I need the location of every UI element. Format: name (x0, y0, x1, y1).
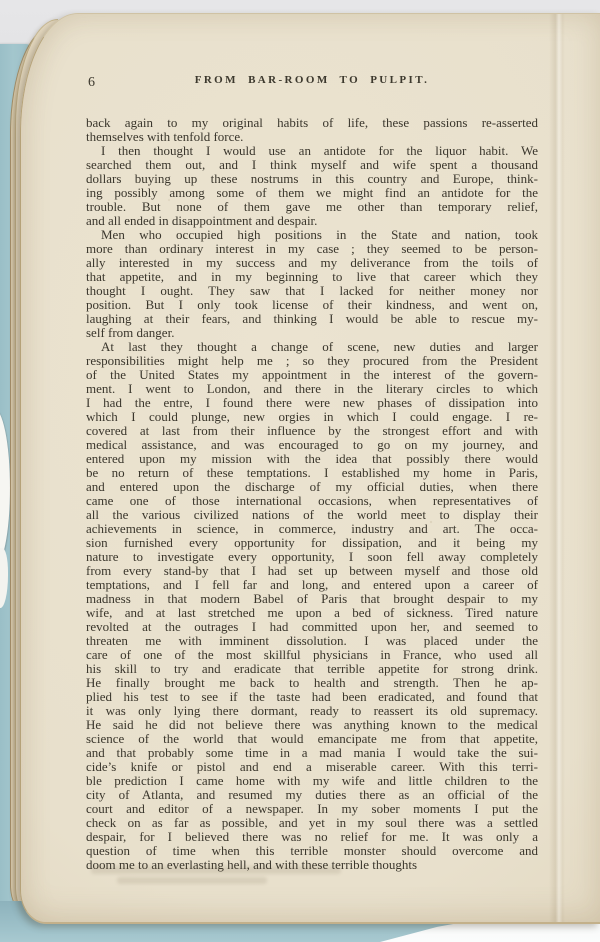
ink-showthrough (91, 866, 341, 874)
text-line: He finally brought me back to health and strength. Then he ap- (86, 675, 538, 690)
text-line: wife, and at last stretched me upon a bed of sickness. Tired nature (86, 605, 538, 620)
text-line: from every stand-by that I had set up between myself and those old (86, 563, 538, 578)
text-line: cide’s knife or pistol and end a miserable career. With this terri- (86, 759, 538, 774)
text-line: it was only lying there dormant, ready to reassert its old supremacy. (86, 703, 538, 718)
text-line: At last they thought a change of scene, new duties and larger (101, 339, 538, 354)
page-fold-crease (549, 14, 565, 922)
text-line: his skill to try and eradicate that terrible appetite for strong drink. (86, 661, 538, 676)
text-block (86, 116, 538, 872)
text-line: searched them out, and I think myself and wife spent a thousand (86, 157, 538, 172)
text-line: and entered upon the discharge of my official duties, when there (86, 479, 538, 494)
text-line: self from danger. (86, 325, 175, 340)
text-line: check on as far as possible, and yet in my soul there was a settled (86, 815, 538, 830)
text-line: and all ended in disappointment and despair. (86, 213, 318, 228)
text-line: science of the world that would emancipate me from that appetite, (86, 731, 538, 746)
paragraph (86, 144, 538, 228)
text-line: and that probably some time in a mad mania I would take the sui- (86, 745, 538, 760)
text-line: came one of those international occasions, when representatives of (86, 493, 538, 508)
text-line: responsibilities might help me ; so they procured from the President (86, 353, 538, 368)
text-line: I had the entre, I found there were new phases of dissipation into (86, 395, 538, 410)
text-line: achievements in science, in commerce, industry and art. The occa- (86, 521, 538, 536)
running-title: FROM BAR-ROOM TO PULPIT. (194, 74, 430, 86)
page-header (86, 74, 538, 92)
paragraph (86, 228, 538, 340)
book-page (20, 13, 600, 924)
text-line: covered at last from their influence by the strongest effort and with (86, 423, 538, 438)
text-line: I then thought I would use an antidote for the liquor habit. We (101, 143, 538, 158)
page-number: 6 (88, 75, 95, 90)
paragraph (86, 116, 538, 144)
text-line: medical assistance, and was encouraged to go on my journey, and (86, 437, 538, 452)
text-line: court and editor of a newspaper. In my sober moments I put the (86, 801, 538, 816)
text-line: revolted at the outrages I had committed upon her, and seemed to (86, 619, 538, 634)
paragraph (86, 340, 538, 872)
text-line: of the United States my appointment in the interest of the govern- (86, 367, 538, 382)
text-line: entered upon my mission with the idea that possibly there would (86, 451, 538, 466)
text-line: plied his test to see if the taste had been eradicated, and found that (86, 689, 538, 704)
text-line: city of Atlanta, and resumed my duties there as an official of the (86, 787, 538, 802)
text-line: threaten me with imminent dissolution. I was placed under the (86, 633, 538, 648)
ink-showthrough (117, 877, 267, 884)
text-line: question of time when this terrible monster should overcome and (86, 843, 538, 858)
text-line: ble prediction I came home with my wife and little children to the (86, 773, 538, 788)
text-line: despair, for I believed there was no relief for me. It was only a (86, 829, 538, 844)
text-line: ing possibly among some of them we might find an antidote for the (86, 185, 538, 200)
text-line: sion furnished every opportunity for dissipation, and it being my (86, 535, 538, 550)
text-line: care of one of the most skillful physicians in France, who used all (86, 647, 538, 662)
text-line: be no return of these temptations. I established my home in Paris, (86, 465, 538, 480)
text-line: thought I ought. They saw that I lacked for neither money nor (86, 283, 538, 298)
text-line: nature to investigate every opportunity, I soon fell away completely (86, 549, 538, 564)
text-line: all the various civilized nations of the world meet to display their (86, 507, 538, 522)
text-line: position. But I only took license of their kindness, and went on, (86, 297, 538, 312)
text-line: that appetite, and in my beginning to live that career which they (86, 269, 538, 284)
text-line: dollars buying up these nostrums in this country and Europe, think- (86, 171, 538, 186)
text-line: madness in that modern Babel of Paris that brought despair to my (86, 591, 538, 606)
text-line: Men who occupied high positions in the State and nation, took (101, 227, 538, 242)
text-line: doom me to an everlasting hell, and with these terrible thoughts (86, 857, 418, 872)
text-line: trouble. But none of them gave me other than temporary relief, (86, 199, 538, 214)
text-line: more than ordinary interest in my case ; they seemed to be person- (86, 241, 538, 256)
text-line: temptations, and I fell far and long, and entered upon a career of (86, 577, 538, 592)
text-line: ment. I went to London, and there in the literary circles to which (86, 381, 538, 396)
text-line: laughing at their fears, and thinking I would be able to rescue my- (86, 311, 538, 326)
text-line: which I could plunge, new orgies in which I could engage. I re- (86, 409, 538, 424)
text-line: He said he did not believe there was anything known to the medical (86, 717, 538, 732)
text-line: ally interested in my success and my deliverance from the toils of (86, 255, 538, 270)
text-line: themselves with tenfold force. (86, 129, 244, 144)
text-line: back again to my original habits of life, these passions re-asserted (86, 115, 538, 130)
